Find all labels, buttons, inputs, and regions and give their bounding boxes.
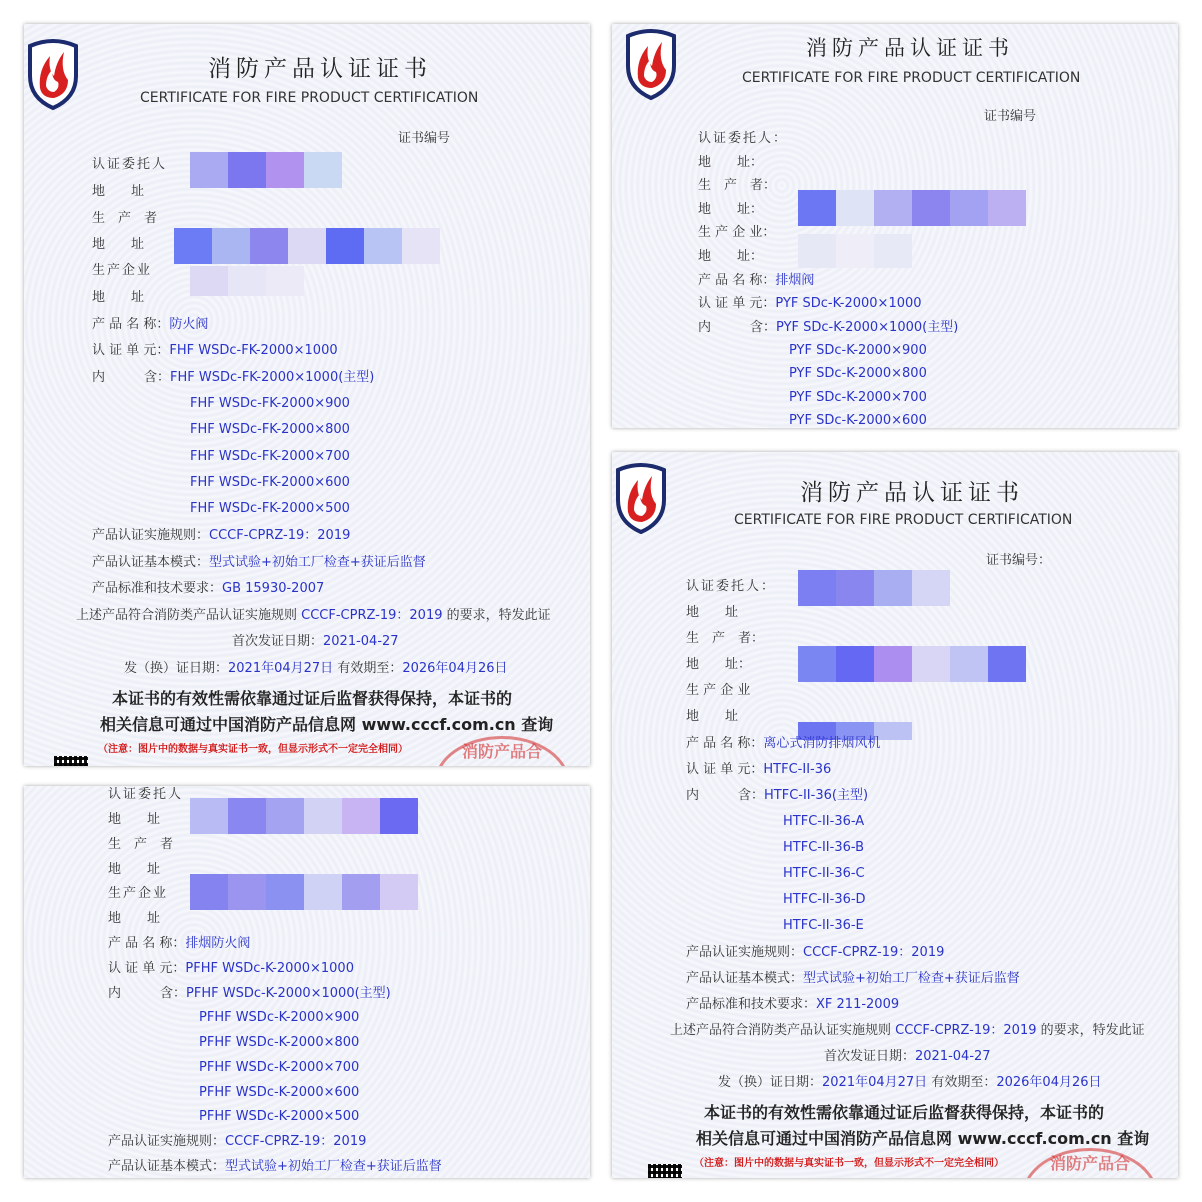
mode-row: 产品认证基本模式：型式试验+初始工厂检查+获证后监督 (108, 1159, 442, 1174)
cert-unit-row: 认 证 单 元：FHF WSDc-FK-2000×1000 (92, 343, 338, 358)
standard-value: XF 211-2009 (816, 997, 900, 1012)
redacted-mosaic (798, 190, 1026, 226)
label-address: 地 址： (698, 202, 764, 217)
label-address: 地 址： (698, 155, 764, 170)
issue-valid-row: 发（换）证日期：2021年04月27日 有效期至：2026年04月26日 (718, 1075, 1102, 1090)
product-name-value: 防火阀 (169, 317, 209, 332)
label-applicant: 认证委托人： (698, 131, 789, 146)
mode-row: 产品认证基本模式：型式试验+初始工厂检查+获证后监督 (92, 555, 426, 570)
issue-date: 2021年04月27日 (822, 1075, 928, 1090)
label-manufacturer: 生 产 企 业： (698, 225, 776, 240)
red-seal-stamp: 消防产品合 (1022, 1148, 1158, 1178)
model-item: FHF WSDc-FK-2000×500 (190, 501, 350, 516)
valid-until-date: 2026年04月26日 (402, 661, 508, 676)
model-item: HTFC-II-36-C (783, 866, 865, 881)
rule-value: CCCF-CPRZ-19：2019 (803, 945, 945, 960)
mode-row: 产品认证基本模式：型式试验+初始工厂检查+获证后监督 (686, 971, 1020, 986)
model-item: PFHF WSDc-K-2000×700 (199, 1060, 360, 1075)
label-applicant: 认证委托人 (108, 787, 184, 802)
redacted-mosaic (174, 228, 440, 264)
model-item: FHF WSDc-FK-2000×600 (190, 475, 350, 490)
certificate-title-cn: 消防产品认证证书 (800, 480, 1024, 506)
label-producer: 生 产 者： (686, 631, 765, 646)
label-applicant: 认证委托人 (92, 157, 168, 172)
label-address: 地 址： (686, 657, 752, 672)
certificate-number-label: 证书编号： (986, 553, 1052, 568)
rule-row: 产品认证实施规则：CCCF-CPRZ-19：2019 (108, 1134, 367, 1149)
redacted-mosaic (798, 646, 1026, 682)
certificate-title-cn: 消防产品认证证书 (208, 56, 432, 82)
certificate-title-en: CERTIFICATE FOR FIRE PRODUCT CERTIFICATION (140, 90, 479, 106)
model-item: HTFC-II-36-A (783, 814, 865, 829)
mode-value: 型式试验+初始工厂检查+获证后监督 (803, 971, 1020, 986)
conformity-row: 上述产品符合消防类产品认证实施规则 CCCF-CPRZ-19：2019 的要求，特发此证 (670, 1023, 1145, 1038)
model-item: PFHF WSDc-K-2000×1000(主型) (186, 986, 391, 1001)
disclaimer-note: （注意：图片中的数据与真实证书一致，但显示形式不一定完全相同） (98, 744, 408, 755)
issue-date: 2021年04月27日 (228, 661, 334, 676)
qr-code (54, 756, 88, 766)
model-item: PYF SDc-K-2000×700 (789, 390, 927, 405)
model-item: HTFC-II-36-B (783, 840, 865, 855)
label-address: 地 址 (108, 812, 161, 827)
model-item: PYF SDc-K-2000×900 (789, 343, 927, 358)
redacted-mosaic (798, 234, 912, 268)
label-producer: 生 产 者： (698, 178, 777, 193)
certificate-number-label: 证书编号 (398, 131, 451, 146)
fire-shield-logo-icon (26, 36, 80, 110)
label-address: 地 址 (92, 184, 145, 199)
certificate-title-en: CERTIFICATE FOR FIRE PRODUCT CERTIFICATION (734, 512, 1073, 528)
validity-statement-line-2: 相关信息可通过中国消防产品信息网 www.cccf.com.cn 查询 (696, 1129, 1150, 1148)
product-name-value: 排烟防火阀 (185, 936, 251, 951)
cert-unit-row: 认 证 单 元：PYF SDc-K-2000×1000 (698, 296, 922, 311)
product-name-row: 产 品 名 称：防火阀 (92, 317, 209, 332)
product-name-value: 离心式消防排烟风机 (763, 736, 881, 751)
model-item: PYF SDc-K-2000×800 (789, 366, 927, 381)
model-item: FHF WSDc-FK-2000×800 (190, 422, 350, 437)
issue-valid-row: 发（换）证日期：2021年04月27日 有效期至：2026年04月26日 (124, 661, 508, 676)
redacted-mosaic (190, 874, 418, 910)
rule-row: 产品认证实施规则：CCCF-CPRZ-19：2019 (92, 528, 351, 543)
certificate-title-en: CERTIFICATE FOR FIRE PRODUCT CERTIFICATION (742, 70, 1081, 86)
label-address: 地 址： (698, 249, 764, 264)
certificate-panel-2 (612, 24, 1178, 428)
label-address: 地 址 (686, 709, 739, 724)
fire-shield-logo-icon (624, 26, 678, 100)
certificate-panel-4 (612, 452, 1178, 1178)
rule-value: CCCF-CPRZ-19：2019 (225, 1134, 367, 1149)
product-name-row: 产 品 名 称：离心式消防排烟风机 (686, 736, 881, 751)
validity-statement-line-2: 相关信息可通过中国消防产品信息网 www.cccf.com.cn 查询 (100, 715, 554, 734)
label-address: 地 址 (686, 605, 739, 620)
cert-unit-value: FHF WSDc-FK-2000×1000 (169, 343, 338, 358)
first-issue-date: 2021-04-27 (915, 1049, 991, 1064)
first-issue-row: 首次发证日期：2021-04-27 (232, 634, 399, 649)
product-name-row: 产 品 名 称：排烟阀 (698, 273, 815, 288)
label-applicant: 认证委托人： (686, 579, 777, 594)
redacted-mosaic (190, 266, 304, 296)
validity-statement-line-1: 本证书的有效性需依靠通过证后监督获得保持，本证书的 (112, 689, 513, 708)
standard-row: 产品标准和技术要求：XF 211-2009 (686, 997, 900, 1012)
qr-code (648, 1164, 682, 1178)
model-item: PYF SDc-K-2000×600 (789, 413, 927, 428)
validity-statement-line-1: 本证书的有效性需依靠通过证后监督获得保持，本证书的 (704, 1103, 1105, 1122)
standard-row: 产品标准和技术要求：GB 15930-2007 (92, 581, 325, 596)
standard-value: GB 15930-2007 (222, 581, 325, 596)
cert-unit-value: HTFC-II-36 (763, 762, 832, 777)
contains-row: 内 含：PYF SDc-K-2000×1000(主型) (698, 320, 959, 335)
fire-shield-logo-icon (614, 460, 668, 534)
cert-unit-row: 认 证 单 元：HTFC-II-36 (686, 762, 832, 777)
model-item: PFHF WSDc-K-2000×500 (199, 1109, 360, 1124)
certificate-title-cn: 消防产品认证证书 (806, 36, 1014, 60)
label-producer: 生 产 者 (108, 837, 174, 852)
red-seal-stamp: 消防产品合 (434, 736, 570, 766)
first-issue-date: 2021-04-27 (323, 634, 399, 649)
model-item: HTFC-II-36-D (783, 892, 866, 907)
label-address: 地 址 (108, 862, 161, 877)
conformity-row: 上述产品符合消防类产品认证实施规则 CCCF-CPRZ-19：2019 的要求，特发此证 (76, 608, 551, 623)
mode-value: 型式试验+初始工厂检查+获证后监督 (209, 555, 426, 570)
certificate-number-label: 证书编号 (984, 109, 1037, 124)
product-name-row: 产 品 名 称：排烟防火阀 (108, 936, 251, 951)
rule-row: 产品认证实施规则：CCCF-CPRZ-19：2019 (686, 945, 945, 960)
disclaimer-note: （注意：图片中的数据与真实证书一致，但显示形式不一定完全相同） (694, 1158, 1004, 1169)
model-item: PYF SDc-K-2000×1000(主型) (776, 320, 959, 335)
model-item: PFHF WSDc-K-2000×600 (199, 1085, 360, 1100)
redacted-mosaic (190, 152, 342, 188)
model-item: PFHF WSDc-K-2000×900 (199, 1010, 360, 1025)
certificate-panel-1 (24, 24, 590, 766)
contains-row: 内 含：FHF WSDc-FK-2000×1000(主型) (92, 370, 375, 385)
label-address: 地 址 (108, 911, 161, 926)
label-manufacturer: 生产企业 (108, 886, 169, 901)
mode-value: 型式试验+初始工厂检查+获证后监督 (225, 1159, 442, 1174)
contains-row: 内 含：HTFC-II-36(主型) (686, 788, 869, 803)
label-producer: 生 产 者 (92, 211, 158, 226)
label-address: 地 址 (92, 237, 145, 252)
model-item: FHF WSDc-FK-2000×700 (190, 449, 350, 464)
redacted-mosaic (798, 570, 950, 606)
contains-row: 内 含：PFHF WSDc-K-2000×1000(主型) (108, 986, 391, 1001)
model-item: FHF WSDc-FK-2000×900 (190, 396, 350, 411)
cert-unit-value: PYF SDc-K-2000×1000 (775, 296, 922, 311)
first-issue-row: 首次发证日期：2021-04-27 (824, 1049, 991, 1064)
redacted-mosaic (190, 798, 418, 834)
model-item: HTFC-II-36(主型) (764, 788, 869, 803)
cert-unit-value: PFHF WSDc-K-2000×1000 (185, 961, 354, 976)
valid-until-date: 2026年04月26日 (996, 1075, 1102, 1090)
model-item: FHF WSDc-FK-2000×1000(主型) (170, 370, 375, 385)
model-item: PFHF WSDc-K-2000×800 (199, 1035, 360, 1050)
label-manufacturer: 生产企业 (92, 263, 153, 278)
rule-value: CCCF-CPRZ-19：2019 (209, 528, 351, 543)
certificate-panel-3 (24, 786, 590, 1178)
label-address: 地 址 (92, 290, 145, 305)
product-name-value: 排烟阀 (775, 273, 815, 288)
cert-unit-row: 认 证 单 元：PFHF WSDc-K-2000×1000 (108, 961, 354, 976)
label-manufacturer: 生 产 企 业 (686, 683, 751, 698)
model-item: HTFC-II-36-E (783, 918, 864, 933)
